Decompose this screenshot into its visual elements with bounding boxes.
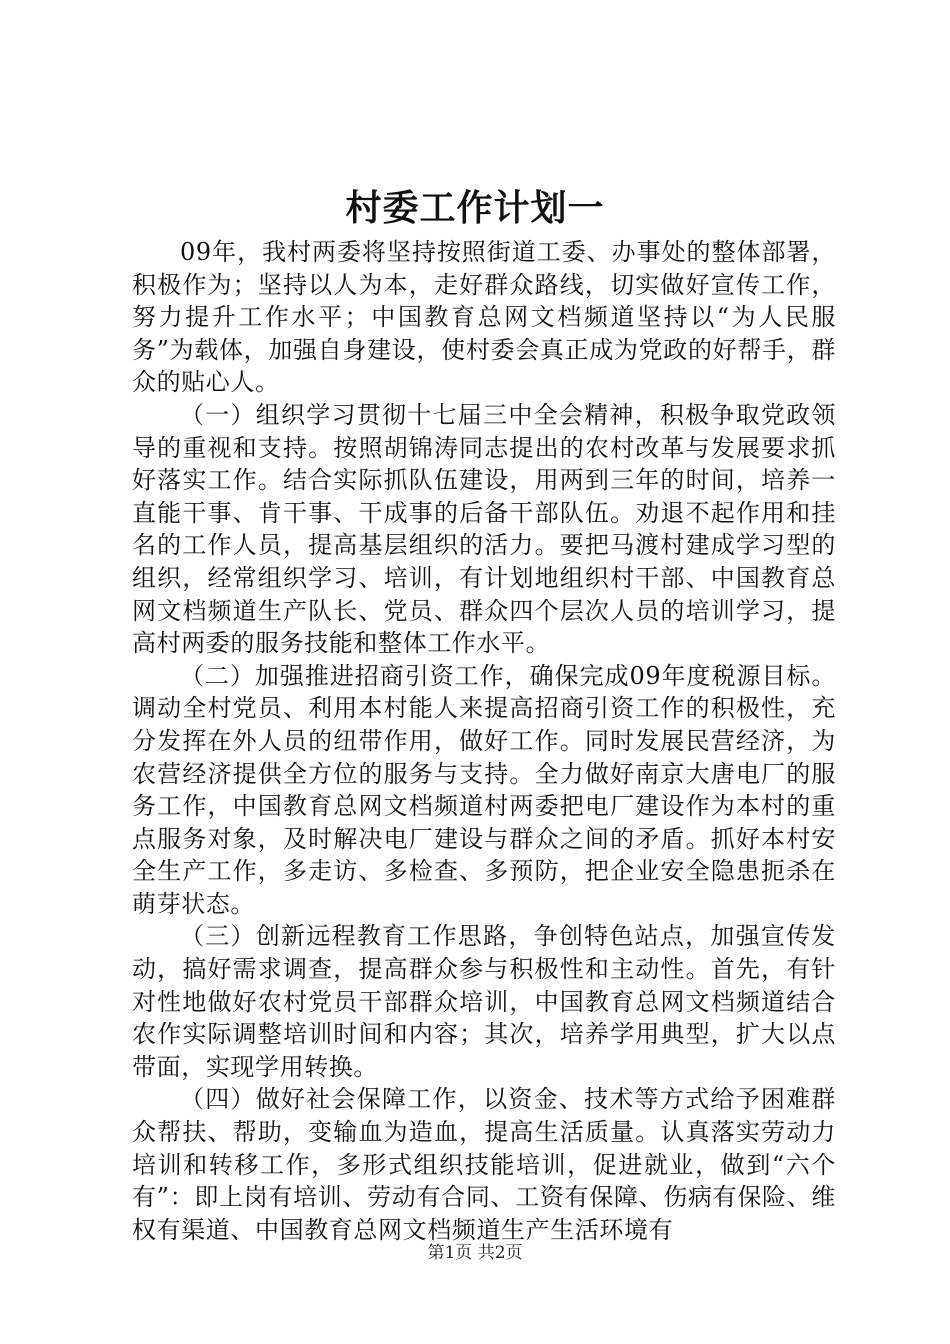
document-title: 村委工作计划一 xyxy=(345,187,605,229)
paragraph-section-2: （二）加强推进招商引资工作，确保完成09年度税源目标。调动全村党员、利用本村能人来提高招商引资工作的积极性，充分发挥在外人员的纽带作用，做好工作。同时发展民营经济，为农营经济提供全方位的服务与支持。全力做好南京大唐电厂的服务工作，中国教育总网文档频道村两委把电厂建设作为本村的重点服务对象，及时解决电厂建设与群众之间的矛盾。抓好本村安全生产工作，多走访、多检查、多预防，把企业安全隐患扼杀在萌芽状态。 xyxy=(132,661,836,918)
paragraph-section-1: （一）组织学习贯彻十七届三中全会精神，积极争取党政领导的重视和支持。按照胡锦涛同志提出的农村改革与发展要求抓好落实工作。结合实际抓队伍建设，用两到三年的时间，培养一直能干事、肯干事、干成事的后备干部队伍。劝退不起作用和挂名的工作人员，提高基层组织的活力。要把马渡村建成学习型的组织，经常组织学习、培训，有计划地组织村干部、中国教育总网文档频道生产队长、党员、群众四个层次人员的培训学习，提高村两委的服务技能和整体工作水平。 xyxy=(132,400,836,658)
page-number-footer: 第1页 共2页 xyxy=(427,1243,523,1263)
paragraph-section-4: （四）做好社会保障工作，以资金、技术等方式给予困难群众帮扶、帮助，变输血为造血，提高生活质量。认真落实劳动力培训和转移工作，多形式组织技能培训，促进就业，做到“六个有”：即上岗有培训、劳动有合同、工资有保障、伤病有保险、维权有渠道、中国教育总网文档频道生产生活环境有 xyxy=(132,1085,836,1244)
paragraph-intro: 09年，我村两委将坚持按照街道工委、办事处的整体部署，积极作为；坚持以人为本，走好群众路线，切实做好宣传工作，努力提升工作水平；中国教育总网文档频道坚持以“为人民服务”为载体，加强自身建设，使村委会真正成为党政的好帮手，群众的贴心人。 xyxy=(132,238,836,397)
document-body xyxy=(132,236,836,1246)
paragraph-section-3: （三）创新远程教育工作思路，争创特色站点，加强宣传发动，搞好需求调查，提高群众参与积极性和主动性。首先，有针对性地做好农村党员干部群众培训，中国教育总网文档频道结合农作实际调整培训时间和内容；其次，培养学用典型，扩大以点带面，实现学用转换。 xyxy=(132,922,836,1081)
